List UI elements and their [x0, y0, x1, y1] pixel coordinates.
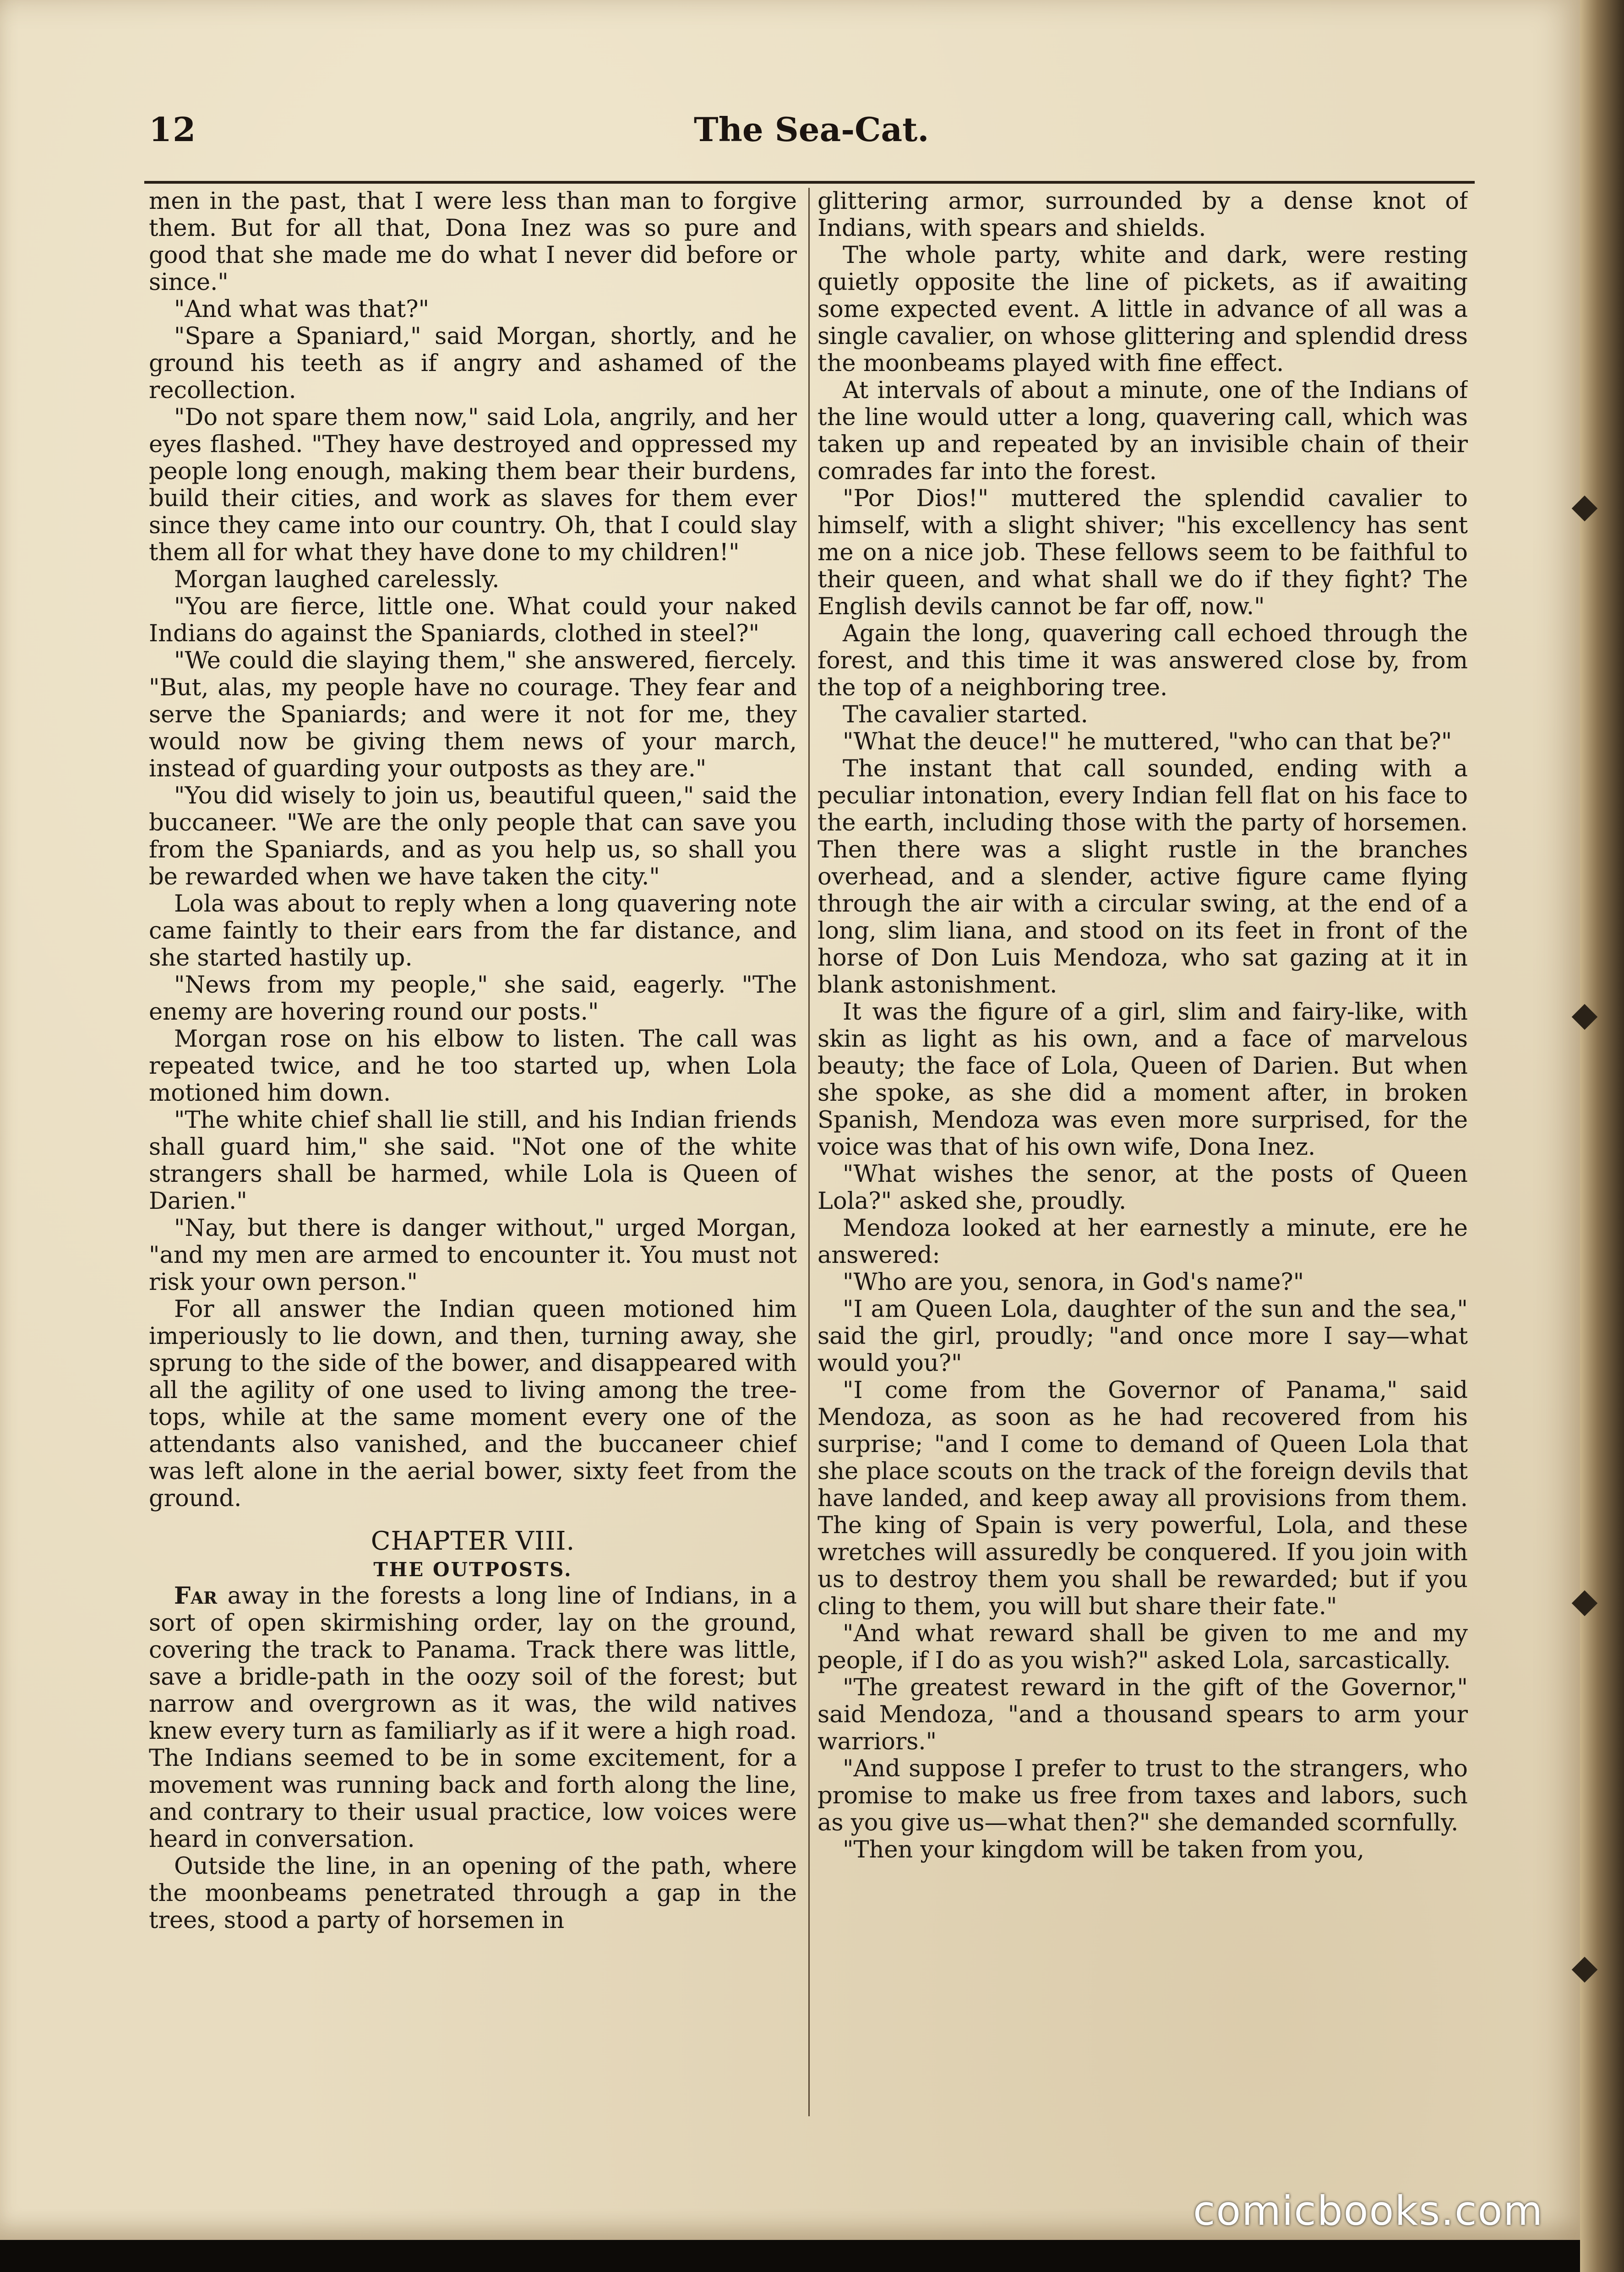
chapter-first-word: Far — [174, 1582, 218, 1610]
paragraph: Morgan rose on his elbow to listen. The call was repeated twice, and he too started up, when Lola motioned him down. — [149, 1026, 797, 1107]
chapter-title: CHAPTER VIII. — [371, 1526, 575, 1556]
paragraph: "And suppose I prefer to trust to the strangers, who promise to make us free from taxes and labors, such as you give us—what then?" she demanded scornfully. — [817, 1755, 1468, 1836]
paragraph: It was the figure of a girl, slim and fairy-like, with skin as light as his own, and a face of marvelous beauty; the face of Lola, Queen of Darien. But when she spoke, as she did a moment after, in broken Spanish, Mendoza was even more surprised, for the voice was that of his own wife, Dona Inez. — [817, 999, 1468, 1161]
paragraph: "Nay, but there is danger without," urged Morgan, "and my men are armed to encounter it. You must not risk your own person." — [149, 1215, 797, 1296]
page-edge-shadow — [1580, 0, 1624, 2272]
right-column — [817, 188, 1468, 2121]
paragraph: Outside the line, in an opening of the path, where the moonbeams penetrated through a gap in the trees, stood a party of horsemen in — [149, 1853, 797, 1934]
paragraph: "And what reward shall be given to me and my people, if I do as you wish?" asked Lola, sarcastically. — [817, 1620, 1468, 1674]
paragraph: The cavalier started. — [843, 701, 1088, 728]
paragraph: "Por Dios!" muttered the splendid cavalier to himself, with a slight shiver; "his excellency has sent me on a nice job. These fellows seem to be faithful to their queen, and what shall we do if they fight? The English devils cannot be far off, now." — [817, 485, 1468, 620]
paragraph: "News from my people," she said, eagerly. "The enemy are hovering round our posts." — [149, 972, 797, 1026]
paragraph: men in the past, that I were less than man to forgive them. But for all that, Dona Inez was so pure and good that she made me do what I never did before or since." — [149, 188, 797, 296]
paragraph: Again the long, quavering call echoed through the forest, and this time it was answered close by, from the top of a neighboring tree. — [817, 620, 1468, 701]
paragraph: "You are fierce, little one. What could your naked Indians do against the Spaniards, clothed in steel?" — [149, 593, 797, 647]
page-number: 12 — [149, 110, 197, 149]
paragraph: Morgan laughed carelessly. — [174, 566, 500, 593]
paragraph: "I am Queen Lola, daughter of the sun and the sea," said the girl, proudly; "and once more I say—what would you?" — [817, 1296, 1468, 1377]
paragraph: "You did wisely to join us, beautiful queen," said the buccaneer. "We are the only people that can save you from the Spaniards, and as you help us, so shall you be rewarded when we have taken the city." — [149, 782, 797, 890]
paragraph: "The white chief shall lie still, and his Indian friends shall guard him," she said. "Not one of the white strangers shall be harmed, while Lola is Queen of Darien." — [149, 1107, 797, 1215]
paragraph: "I come from the Governor of Panama," said Mendoza, as soon as he had recovered from his surprise; "and I come to demand of Queen Lola that she place scouts on the track of the foreign devils that have landed, and keep away all provisions from them. The king of Spain is very powerful, Lola, and these wretches will assuredly be conquered. If you join with us to destroy them you shall be rewarded; but if you cling to them, you will but share their fate." — [817, 1377, 1468, 1620]
page-header — [149, 110, 1523, 160]
paragraph: "Who are you, senora, in God's name?" — [843, 1269, 1304, 1296]
running-title: The Sea-Cat. — [694, 110, 929, 149]
paragraph: "Do not spare them now," said Lola, angrily, and her eyes flashed. "They have destroyed and oppressed my people long enough, making them bear their burdens, build their cities, and work as slaves for them ever since they came into our country. Oh, that I could slay them all for what they have done to my children!" — [149, 404, 797, 566]
column-divider — [808, 188, 810, 2116]
paragraph: For all answer the Indian queen motioned him imperiously to lie down, and then, turning away, she sprung to the side of the bower, and disappeared with all the agility of one used to living among the tree-tops, while at the same moment every one of the attendants also vanished, and the buccaneer chief was left alone in the aerial bower, sixty feet from the ground. — [149, 1296, 797, 1512]
paragraph: "We could die slaying them," she answered, fiercely. "But, alas, my people have no courage. They fear and serve the Spaniards; and were it not for me, they would now be giving them news of your march, instead of guarding your outposts as they are." — [149, 647, 797, 782]
header-rule — [144, 181, 1475, 184]
paragraph: The instant that call sounded, ending with a peculiar intonation, every Indian fell flat on his face to the earth, including those with the party of horsemen. Then there was a slight rustle in the branches overhead, and a slender, active figure came flying through the air with a circular swing, at the end of a long, slim liana, and stood on its feet in front of the horse of Don Luis Mendoza, who sat gazing at it in blank astonishment. — [817, 755, 1468, 999]
paragraph: Lola was about to reply when a long quavering note came faintly to their ears from the far distance, and she started hastily up. — [149, 890, 797, 972]
paragraph: "Spare a Spaniard," said Morgan, shortly, and he ground his teeth as if angry and ashamed of the recollection. — [149, 323, 797, 404]
paragraph: At intervals of about a minute, one of the Indians of the line would utter a long, quavering call, which was taken up and repeated by an invisible chain of their comrades far into the forest. — [817, 377, 1468, 485]
paragraph: Mendoza looked at her earnestly a minute, ere he answered: — [817, 1215, 1468, 1269]
left-column — [149, 188, 797, 2121]
paragraph: "Then your kingdom will be taken from you, — [843, 1836, 1365, 1863]
chapter-subtitle: THE OUTPOSTS. — [373, 1558, 572, 1581]
paragraph: "The greatest reward in the gift of the Governor," said Mendoza, "and a thousand spears to arm your warriors." — [817, 1674, 1468, 1755]
paragraph: "What wishes the senor, at the posts of Queen Lola?" asked she, proudly. — [817, 1161, 1468, 1215]
paragraph: "What the deuce!" he muttered, "who can that be?" — [843, 728, 1452, 755]
chapter-opening-paragraph — [149, 1583, 797, 1853]
paragraph: "And what was that?" — [174, 296, 430, 323]
paragraph-text: away in the forests a long line of Indians, in a sort of open skirmishing order, lay on the ground, covering the track to Panama. Track there was little, save a bridle-path in the oozy soil of the forest; but narrow and overgrown as it was, the wild natives knew every turn as familiarly as if it were a high road. The Indians seemed to be in some excitement, for a movement was running back and forth along the line, and contrary to their usual practice, low voices were heard in conversation. — [149, 1583, 797, 1853]
site-watermark: comicbooks.com — [1193, 2187, 1544, 2234]
paragraph: The whole party, white and dark, were resting quietly opposite the line of pickets, as if awaiting some expected event. A little in advance of all was a single cavalier, on whose glittering and splendid dress the moonbeams played with fine effect. — [817, 242, 1468, 377]
paragraph: glittering armor, surrounded by a dense knot of Indians, with spears and shields. — [817, 188, 1468, 242]
